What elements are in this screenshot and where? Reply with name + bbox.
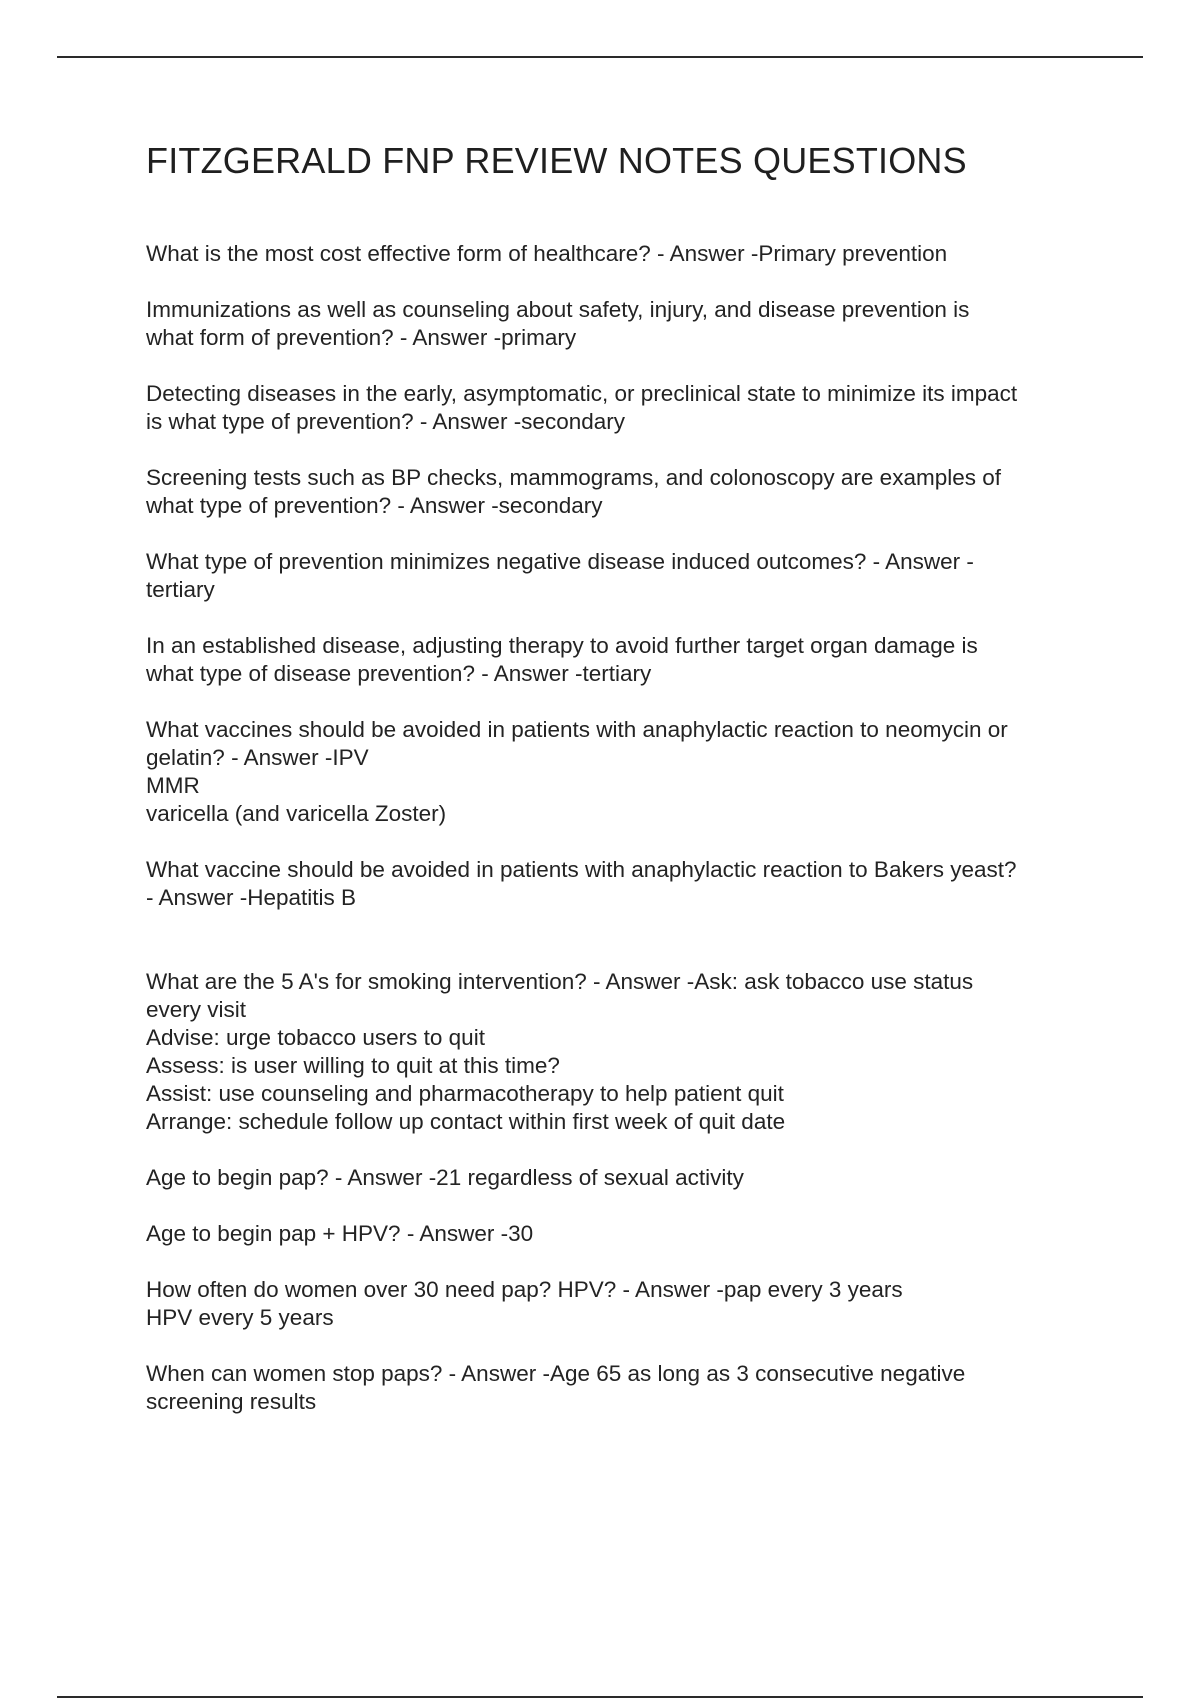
document-title: FITZGERALD FNP REVIEW NOTES QUESTIONS <box>146 140 967 181</box>
qa-line: what form of prevention? - Answer -primary <box>146 325 577 350</box>
qa-line: How often do women over 30 need pap? HPV? - Answer -pap every 3 years <box>146 1277 903 1302</box>
qa-line: varicella (and varicella Zoster) <box>146 801 447 826</box>
qa-line: What is the most cost effective form of healthcare? - Answer -Primary prevention <box>146 241 948 266</box>
qa-line: Screening tests such as BP checks, mammograms, and colonoscopy are examples of <box>146 465 1001 490</box>
qa-line: Age to begin pap? - Answer -21 regardless of sexual activity <box>146 1165 744 1190</box>
qa-line: Detecting diseases in the early, asymptomatic, or preclinical state to minimize its impact <box>146 381 1018 406</box>
qa-item <box>146 1360 1091 1416</box>
qa-line: What are the 5 A's for smoking intervention? - Answer -Ask: ask tobacco use status <box>146 969 974 994</box>
qa-line: is what type of prevention? - Answer -secondary <box>146 409 625 434</box>
qa-line: When can women stop paps? - Answer -Age 65 as long as 3 consecutive negative <box>146 1361 966 1386</box>
qa-line: HPV every 5 years <box>146 1305 334 1330</box>
qa-item <box>146 380 1091 436</box>
qa-line: Assist: use counseling and pharmacotherapy to help patient quit <box>146 1081 784 1106</box>
qa-item <box>146 632 1091 688</box>
qa-item <box>146 856 1091 912</box>
qa-line: What vaccines should be avoided in patients with anaphylactic reaction to neomycin or <box>146 717 1008 742</box>
bottom-rule <box>57 1696 1143 1698</box>
qa-line: gelatin? - Answer -IPV <box>146 745 369 770</box>
qa-item <box>146 1220 1091 1248</box>
qa-line: Assess: is user willing to quit at this time? <box>146 1053 560 1078</box>
qa-line: What type of prevention minimizes negative disease induced outcomes? - Answer - <box>146 549 974 574</box>
qa-line: screening results <box>146 1389 317 1414</box>
qa-item <box>146 1164 1091 1192</box>
qa-line: - Answer -Hepatitis B <box>146 885 357 910</box>
qa-line: tertiary <box>146 577 215 602</box>
qa-line: every visit <box>146 997 247 1022</box>
qa-item <box>146 968 1091 1136</box>
qa-line: Immunizations as well as counseling about safety, injury, and disease prevention is <box>146 297 970 322</box>
qa-item <box>146 548 1091 604</box>
qa-item <box>146 240 1091 268</box>
qa-item <box>146 716 1091 828</box>
qa-line: what type of disease prevention? - Answer -tertiary <box>146 661 652 686</box>
qa-line: What vaccine should be avoided in patients with anaphylactic reaction to Bakers yeast? <box>146 857 1017 882</box>
document-body <box>146 140 1091 1444</box>
qa-item <box>146 1276 1091 1332</box>
qa-item <box>146 296 1091 352</box>
qa-line: MMR <box>146 773 200 798</box>
qa-line: what type of prevention? - Answer -secondary <box>146 493 603 518</box>
qa-line: Advise: urge tobacco users to quit <box>146 1025 485 1050</box>
qa-line: Age to begin pap + HPV? - Answer -30 <box>146 1221 534 1246</box>
top-rule <box>57 56 1143 58</box>
qa-line: Arrange: schedule follow up contact within first week of quit date <box>146 1109 786 1134</box>
qa-line: In an established disease, adjusting therapy to avoid further target organ damage is <box>146 633 978 658</box>
qa-item <box>146 464 1091 520</box>
